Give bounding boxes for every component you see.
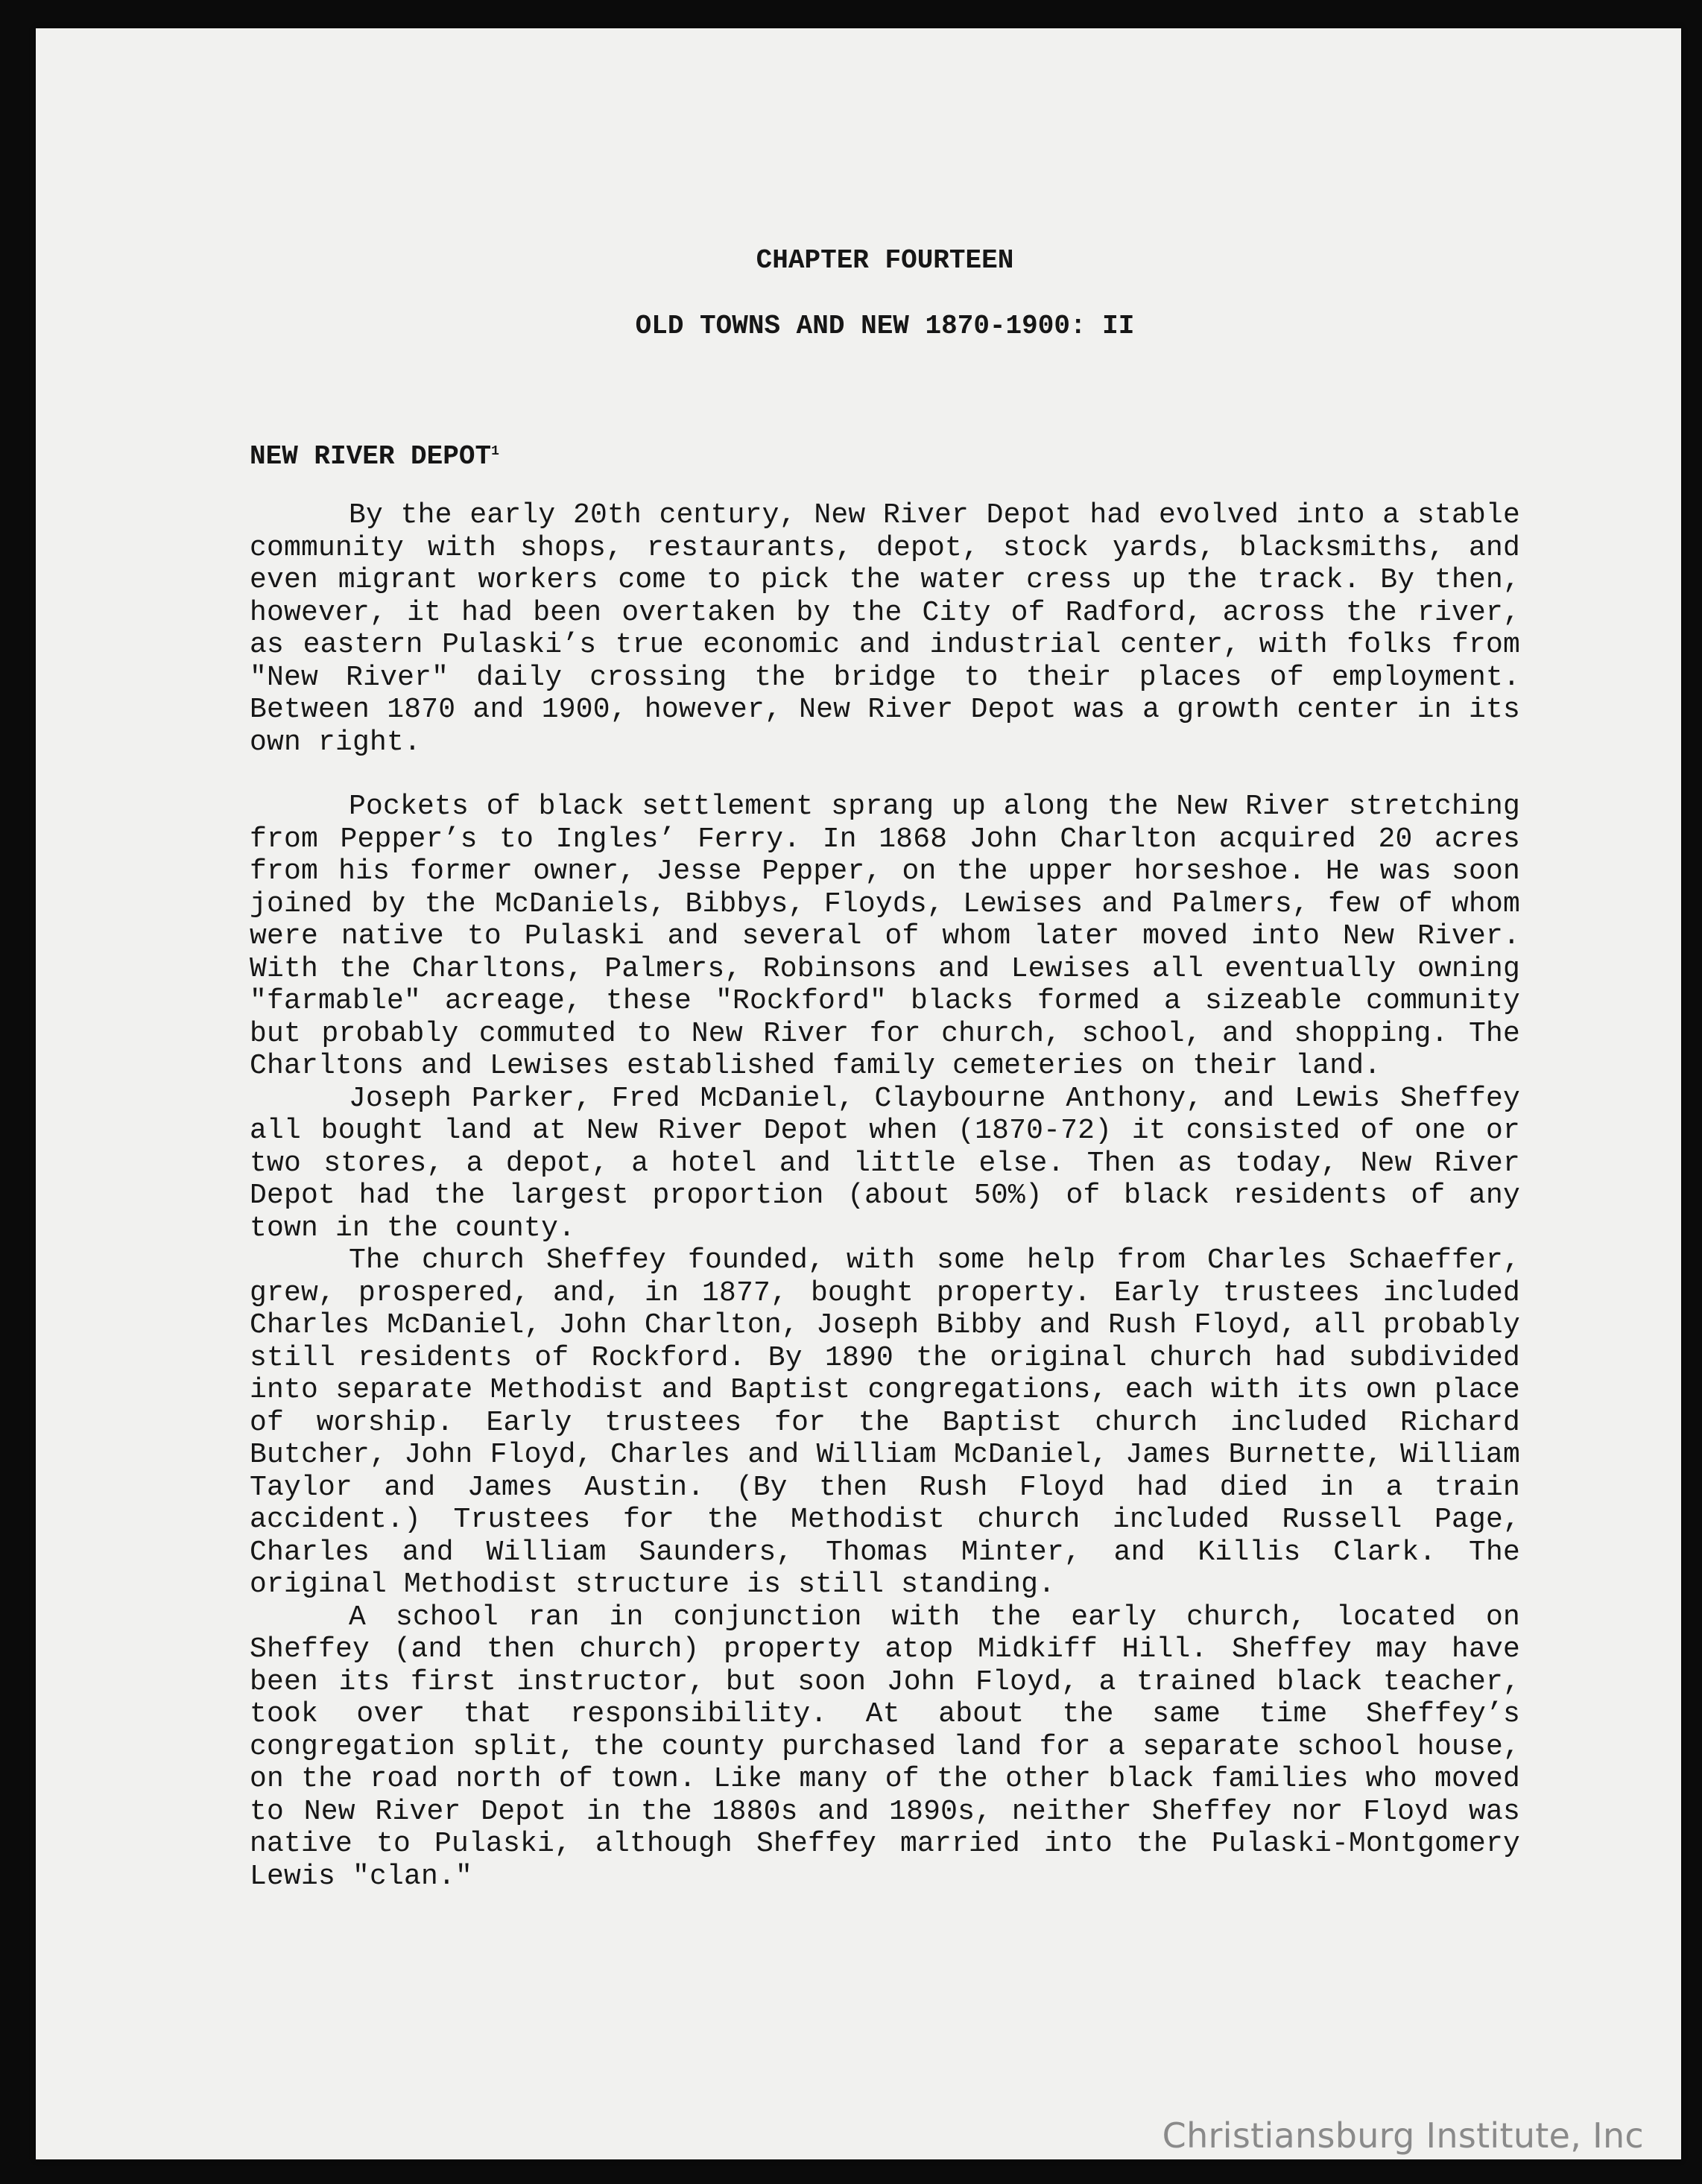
paragraph-2: Pockets of black settlement sprang up along the New River stretching from Pepper’s to Ingles’ Ferry. In 1868 John Charlton acquired 20 acres from his former owner, Jesse Pepper, on the upper horseshoe. He was soon joined by the McDaniels, Bibbys, Floyds, Lewises and Palmers, few of whom were native to Pulaski and several of whom later moved into New River. With the Charltons, Palmers, Robinsons and Lewises all eventually owning "farmable" acreage, these "Rockford" blacks formed a sizeable community but probably commuted to New River for church, school, and shopping. The Charltons and Lewises established family cemeteries on their land. <box>250 791 1520 1082</box>
body-text <box>250 499 1520 1893</box>
section-heading <box>250 440 499 473</box>
paper-page <box>36 28 1681 2159</box>
section-heading-text: NEW RIVER DEPOT <box>250 441 492 472</box>
chapter-title: CHAPTER FOURTEEN <box>756 245 1014 276</box>
paragraph-3: Joseph Parker, Fred McDaniel, Claybourne Anthony, and Lewis Sheffey all bought land at New River Depot when (1870-72) it consisted of one or two stores, a depot, a hotel and little else. Then as today, New River Depot had the largest proportion (about 50%) of black residents of any town in the county. <box>250 1082 1520 1244</box>
paragraph-1: By the early 20th century, New River Depot had evolved into a stable community with shops, restaurants, depot, stock yards, blacksmiths, and even migrant workers come to pick the water cress up the track. By then, however, it had been overtaken by the City of Radford, across the river, as eastern Pulaski’s true economic and industrial center, with folks from "New River" daily crossing the bridge to their places of employment. Between 1870 and 1900, however, New River Depot was a growth center in its own right. <box>250 499 1520 759</box>
footnote-marker: 1 <box>491 444 499 459</box>
chapter-subtitle: OLD TOWNS AND NEW 1870-1900: II <box>635 311 1135 341</box>
paragraph-5: A school ran in conjunction with the early church, located on Sheffey (and then church) property atop Midkiff Hill. Sheffey may have been its first instructor, but soon John Floyd, a trained black teacher, took over that responsibility. At about the same time Sheffey’s congregation split, the county purchased land for a separate school house, on the road north of town. Like many of the other black families who moved to New River Depot in the 1880s and 1890s, neither Sheffey nor Floyd was native to Pulaski, although Sheffey married into the Pulaski-Montgomery Lewis "clan." <box>250 1601 1520 1893</box>
paragraph-4: The church Sheffey founded, with some help from Charles Schaeffer, grew, prospered, and, in 1877, bought property. Early trustees included Charles McDaniel, John Charlton, Joseph Bibby and Rush Floyd, all probably still residents of Rockford. By 1890 the original church had subdivided into separate Methodist and Baptist congregations, each with its own place of worship. Early trustees for the Baptist church included Richard Butcher, John Floyd, Charles and William McDaniel, James Burnette, William Taylor and James Austin. (By then Rush Floyd had died in a train accident.) Trustees for the Methodist church included Russell Page, Charles and William Saunders, Thomas Minter, and Killis Clark. The original Methodist structure is still standing. <box>250 1244 1520 1601</box>
watermark: Christiansburg Institute, Inc <box>1162 2115 1644 2156</box>
